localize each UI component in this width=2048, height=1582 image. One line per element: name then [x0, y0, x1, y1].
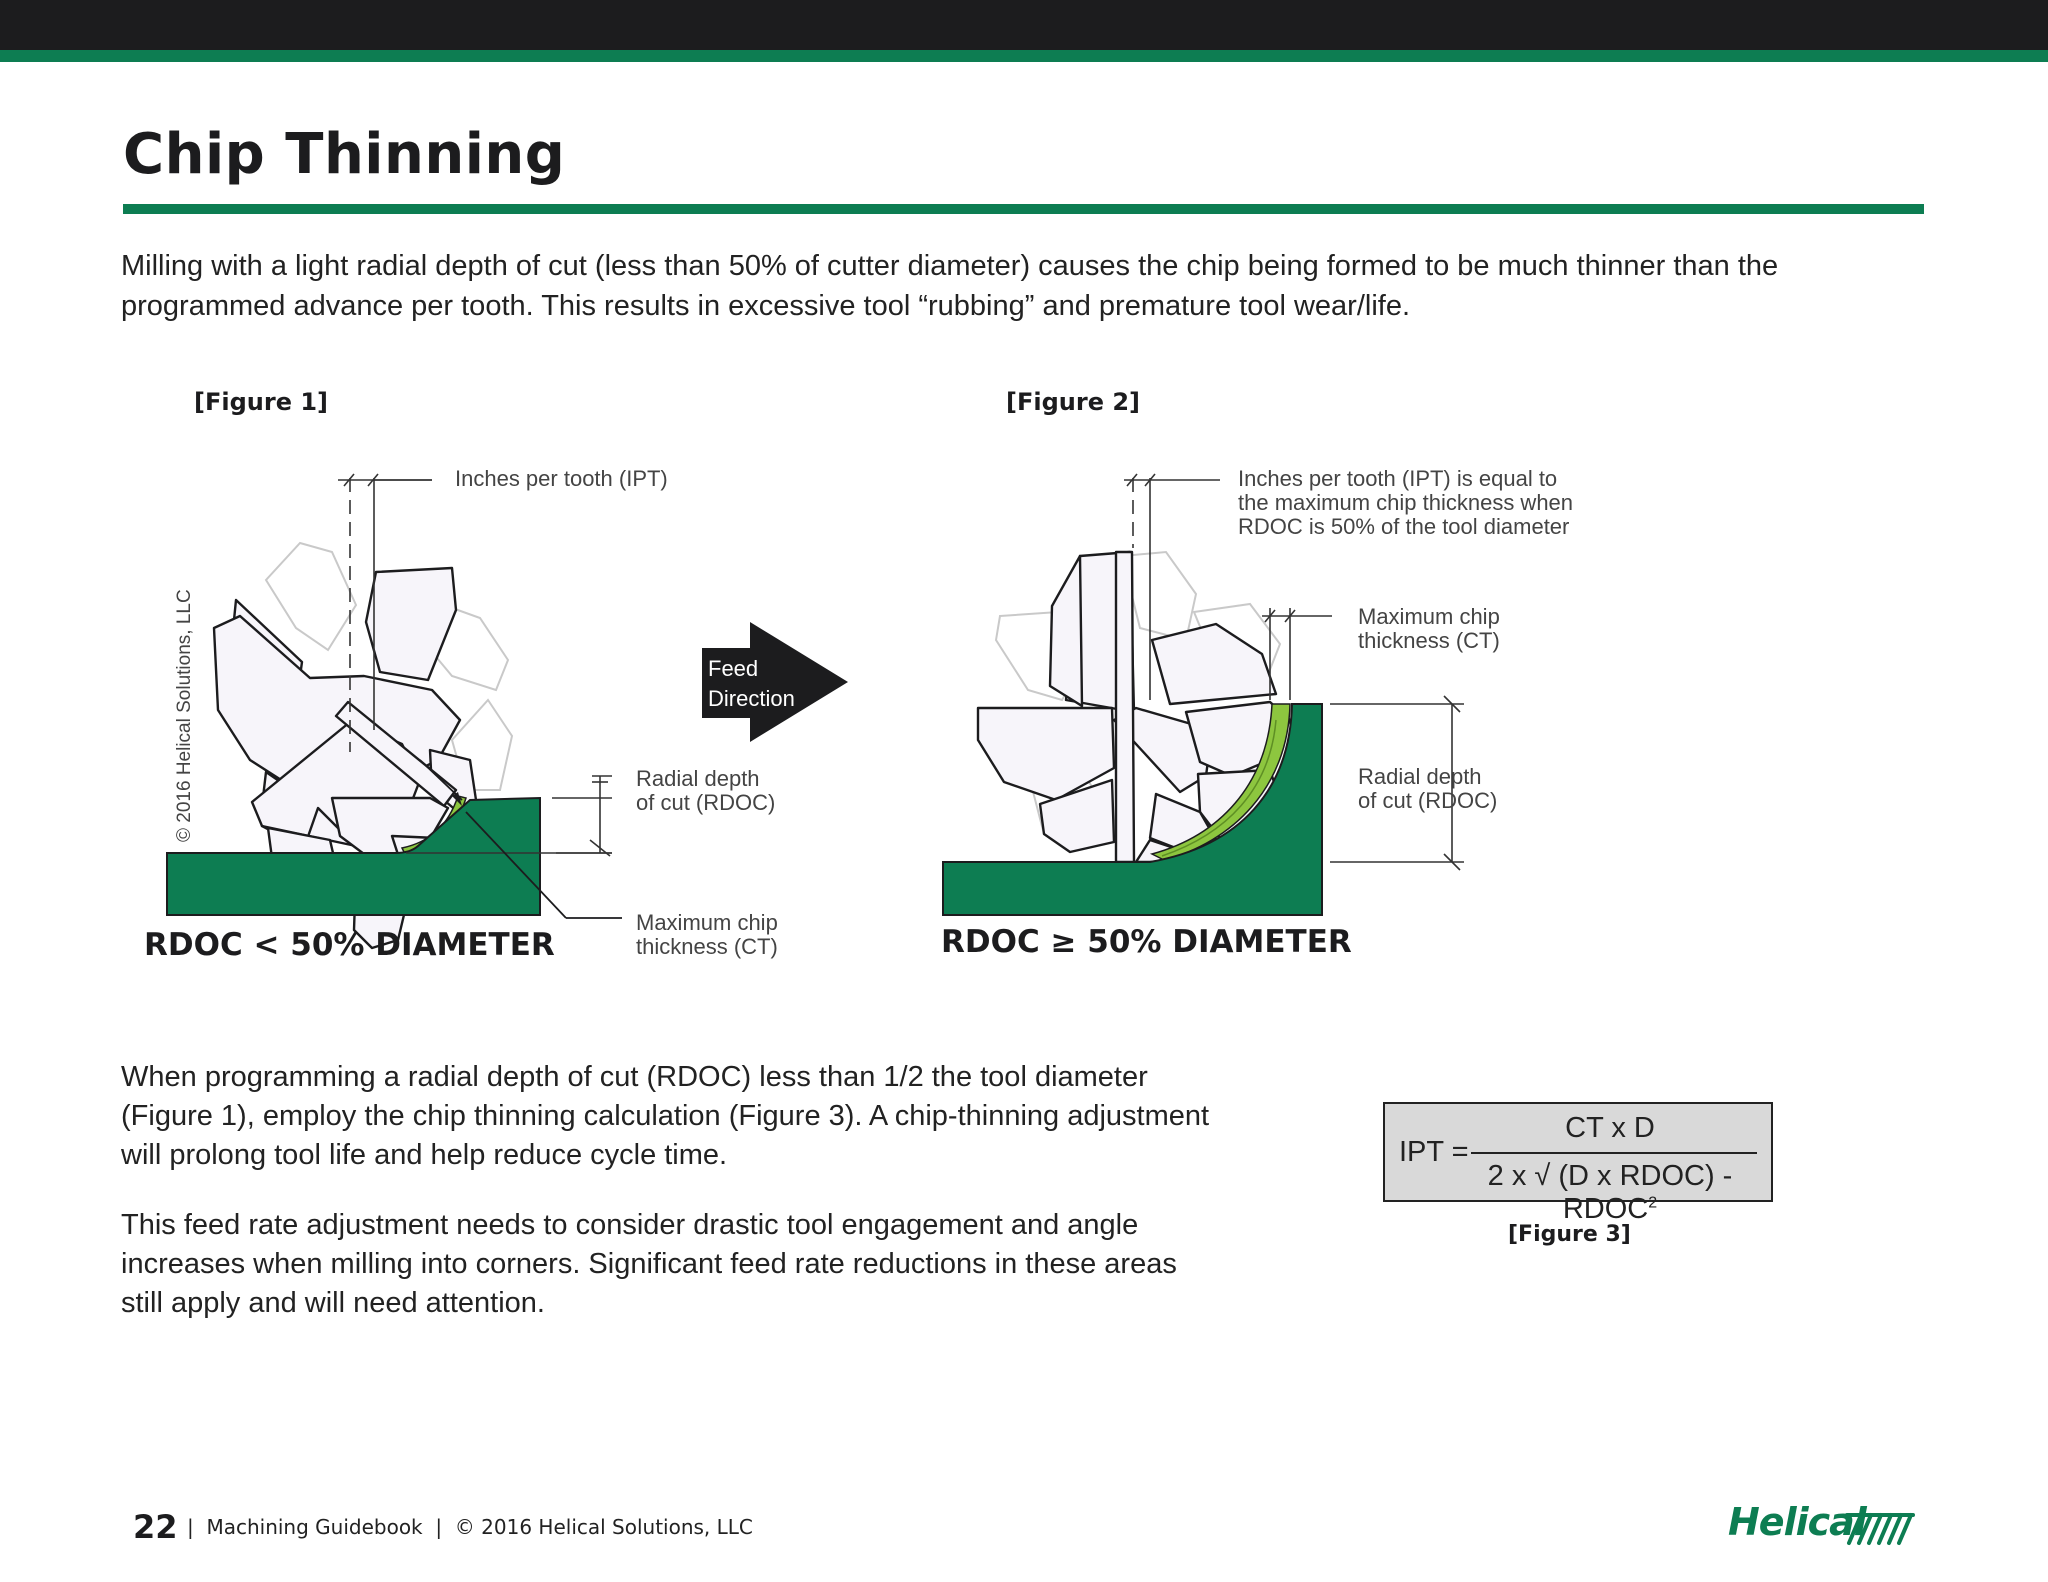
formula-numerator: CT x D — [1565, 1112, 1655, 1144]
figure-2-caption: RDOC ≥ 50% DIAMETER — [941, 924, 1352, 960]
figure-1-diagram — [144, 466, 778, 963]
feed-direction-arrow — [702, 622, 848, 742]
figure-3-label: [Figure 3] — [1508, 1222, 1631, 1247]
figure-1-rdoc-label-2: of cut (RDOC) — [636, 790, 776, 815]
figure-1-ct-label-2: thickness (CT) — [636, 934, 778, 959]
figure-1-rdoc-label-1: Radial depth — [636, 766, 760, 791]
figure-2-label: [Figure 2] — [1006, 388, 1140, 416]
page-number: 22 — [133, 1508, 178, 1546]
formula-exponent: 2 — [1648, 1194, 1658, 1212]
feed-label-1: Feed — [708, 656, 759, 681]
body-paragraph-2: This feed rate adjustment needs to consider drastic tool engagement and angle increases when milling into corners. Significant feed rate reductions in these areas still apply and will need attention. — [121, 1209, 1177, 1319]
chip-thinning-formula — [1383, 1102, 1773, 1225]
figure-1-ct-label-1: Maximum chip — [636, 910, 778, 935]
intro-paragraph: Milling with a light radial depth of cut (less than 50% of cutter diameter) causes the chip being formed to be much thinner than the programmed advance per tooth. This results in excessive tool “rubbing” and premature tool wear/life. — [121, 250, 1779, 322]
figure-2-ct-label-1: Maximum chip — [1358, 604, 1500, 629]
figure-2-ipt-label-2: the maximum chip thickness when — [1238, 490, 1574, 515]
feed-label-2: Direction — [708, 686, 795, 711]
figure-2-diagram — [941, 466, 1573, 960]
figure-1-caption: RDOC < 50% DIAMETER — [144, 927, 555, 963]
page-title: Chip Thinning — [123, 122, 566, 187]
figure-1-ipt-label: Inches per tooth (IPT) — [455, 466, 668, 491]
figure-2-rdoc-label-2: of cut (RDOC) — [1358, 788, 1498, 813]
figure-2-ipt-label-3: RDOC is 50% of the tool diameter — [1238, 514, 1570, 539]
formula-fraction-bar — [1471, 1152, 1757, 1154]
footer-text: | Machining Guidebook | © 2016 Helical Solutions, LLC — [187, 1515, 753, 1539]
formula-denominator: 2 x √ (D x RDOC) - RDOC$^2$ — [1487, 1160, 1733, 1225]
figure-1-copyright: © 2016 Helical Solutions, LLC — [174, 589, 195, 842]
figure-1-label: [Figure 1] — [194, 388, 328, 416]
figure-2-ipt-label-1: Inches per tooth (IPT) is equal to — [1238, 466, 1558, 491]
body-paragraph-1: When programming a radial depth of cut (RDOC) less than 1/2 the tool diameter (Figure 1), employ the chip thinning calculation (Figure 3). A chip-thinning adjustment will prolong tool life and help reduce cycle time. — [121, 1061, 1210, 1171]
figure-2-rdoc-label-1: Radial depth — [1358, 764, 1482, 789]
helical-logo: Helical — [1728, 1500, 1866, 1544]
figure-2-ct-label-2: thickness (CT) — [1358, 628, 1500, 653]
helical-coil-icon — [1843, 1509, 1923, 1549]
formula-lhs: IPT = — [1399, 1136, 1469, 1168]
